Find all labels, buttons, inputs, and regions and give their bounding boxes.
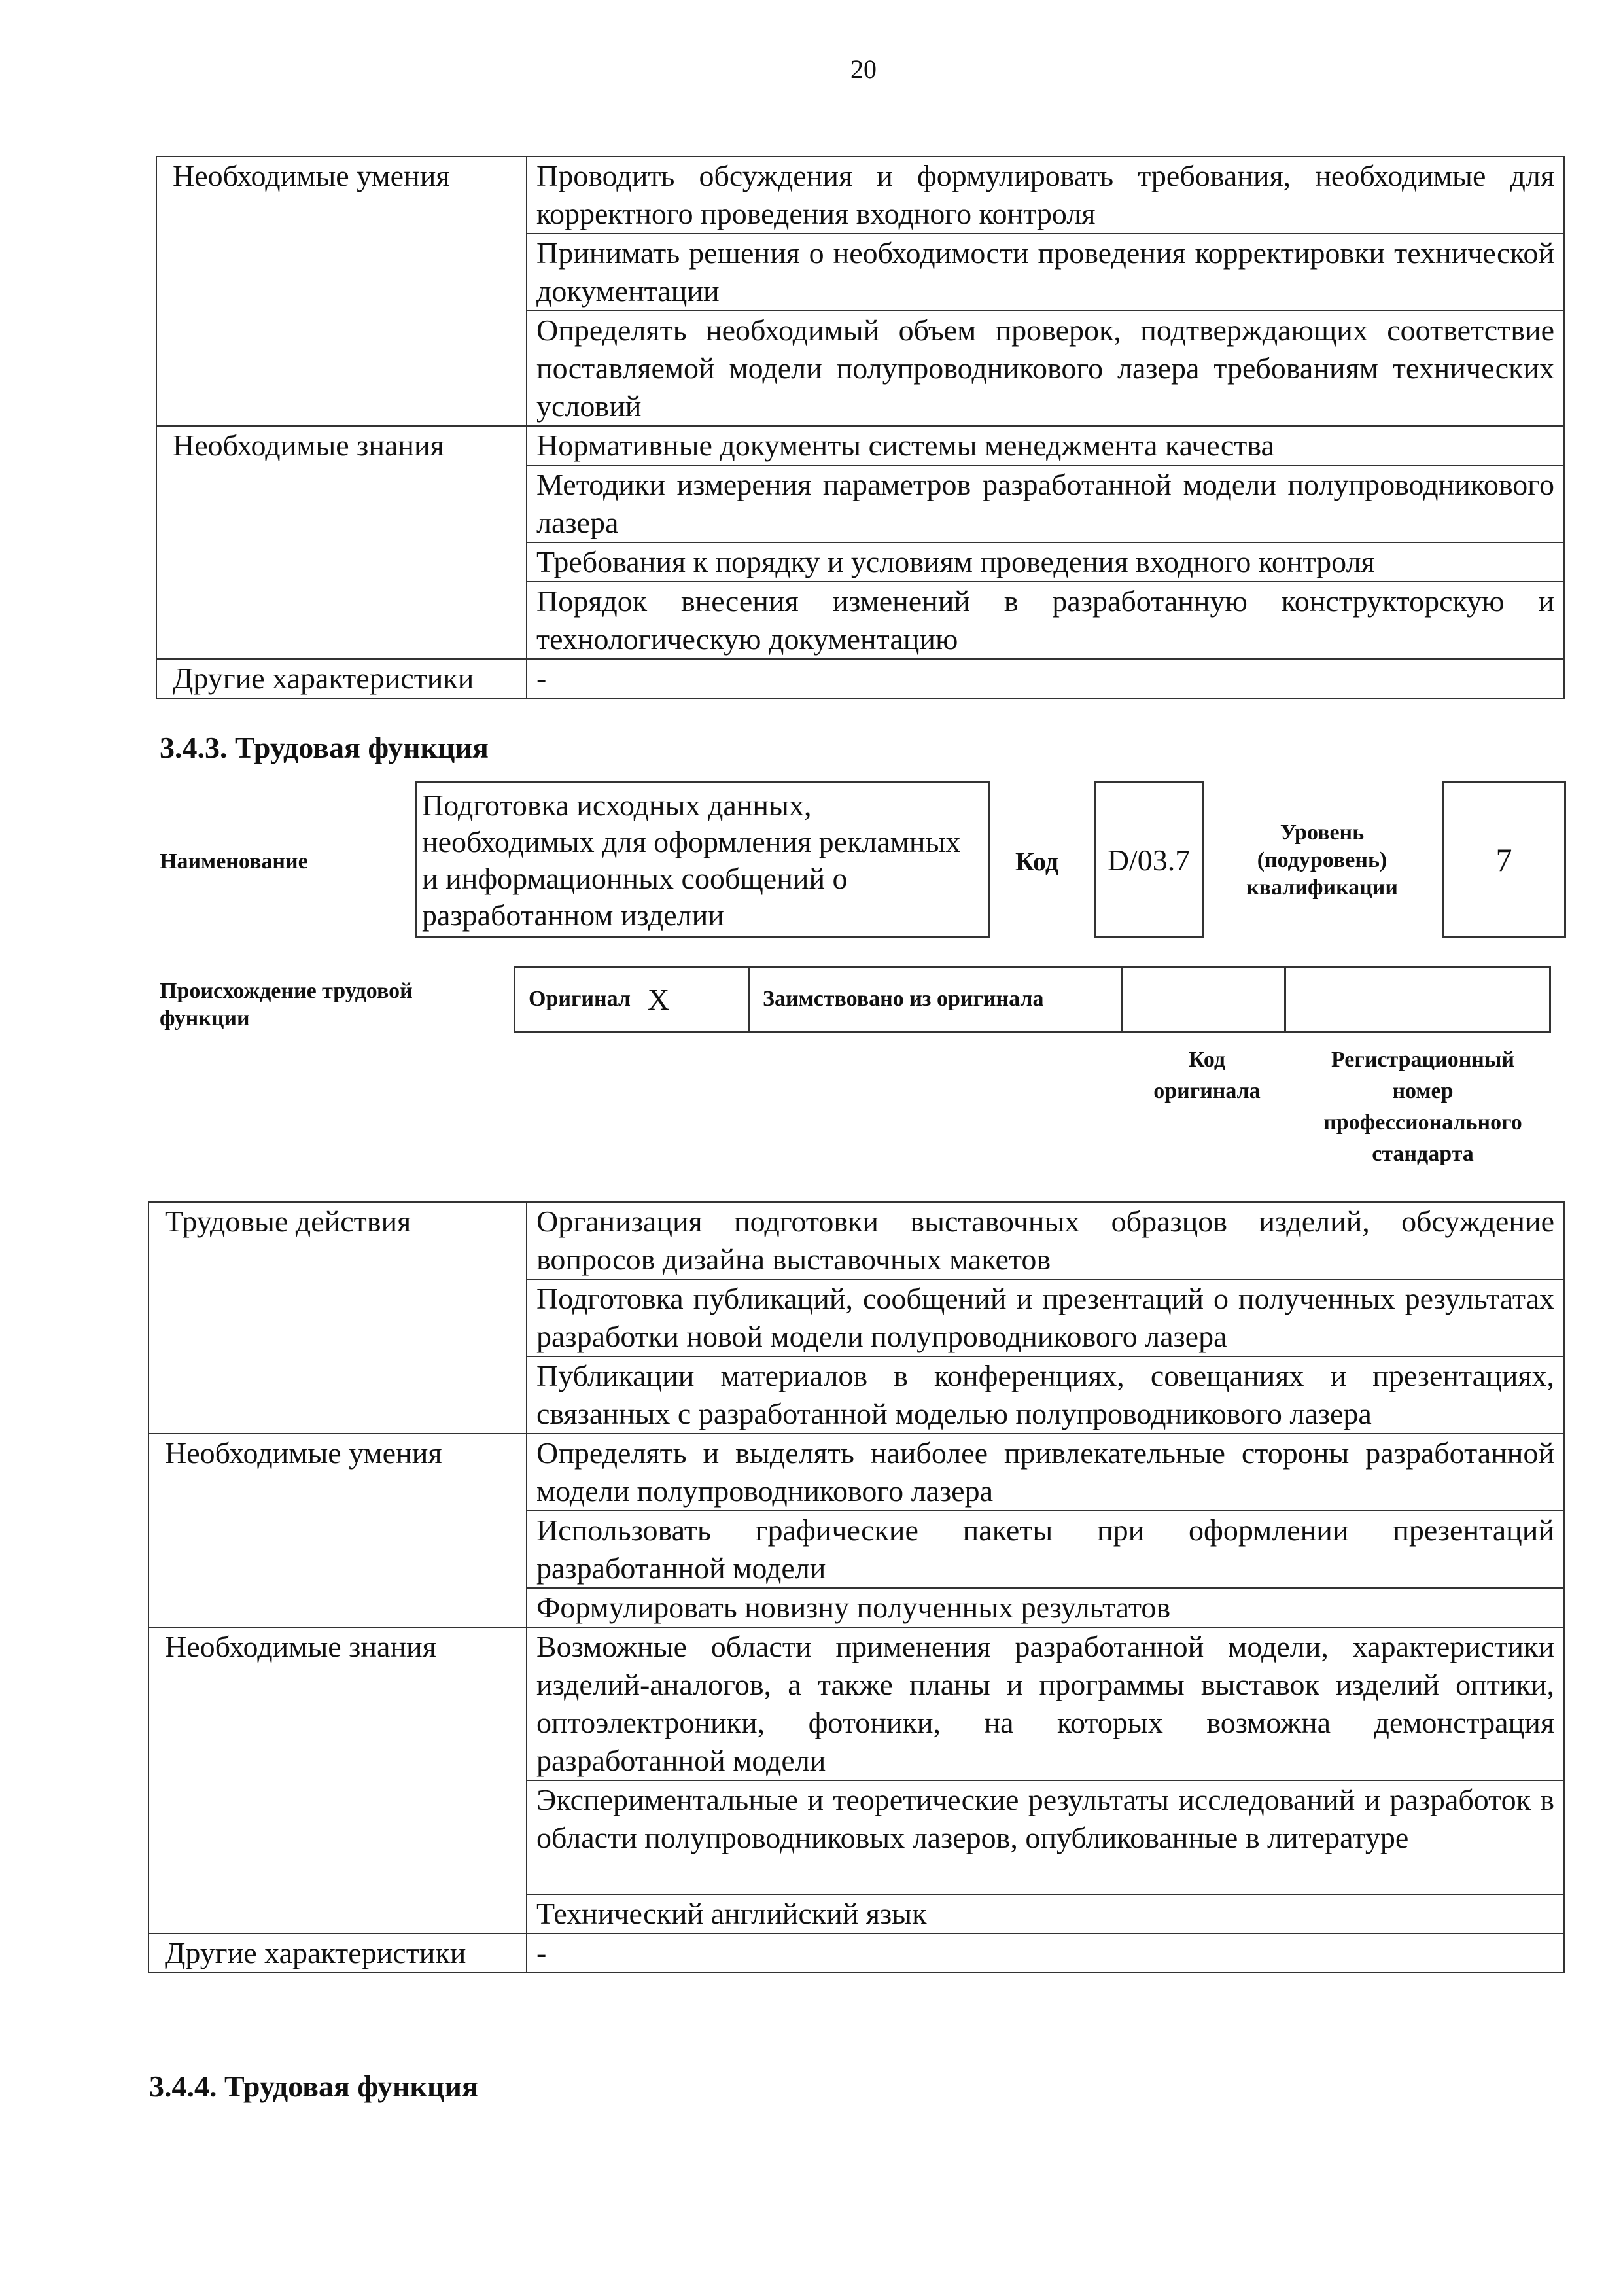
table-cell: Формулировать новизну полученных результатов	[527, 1588, 1564, 1627]
table-cell: Принимать решения о необходимости проведения корректировки технической документации	[527, 234, 1564, 311]
table-cell: Определять необходимый объем проверок, подтверждающих соответствие поставляемой модели полупроводникового лазера требованиям технических условий	[527, 311, 1564, 426]
table-cell: -	[527, 659, 1564, 698]
table-cell: Организация подготовки выставочных образцов изделий, обсуждение вопросов дизайна выставочных макетов	[527, 1202, 1564, 1279]
table-cell: Подготовка публикаций, сообщений и презентаций о полученных результатах разработки новой модели полупроводникового лазера	[527, 1279, 1564, 1356]
row-label: Необходимые умения	[156, 156, 527, 426]
table-cell: Порядок внесения изменений в разработанную конструкторскую и технологическую документацию	[527, 582, 1564, 659]
table-cell: Экспериментальные и теоретические результаты исследований и разработок в области полупроводниковых лазеров, опубликованные в литературе	[527, 1780, 1564, 1894]
table-cell: Возможные области применения разработанной модели, характеристики изделий-аналогов, а также планы и программы выставок изделий оптики, оптоэлектроники, фотоники, на которых возможна демонстрация разработанной модели	[527, 1627, 1564, 1780]
origin-row	[514, 966, 1551, 1033]
registration-number-caption: Регистрационный номер профессионального стандарта	[1323, 1048, 1522, 1166]
table-cell: Нормативные документы системы менеджмента качества	[527, 426, 1564, 465]
origin-borrowed-cell	[750, 968, 1123, 1031]
row-label: Необходимые умения	[148, 1434, 527, 1627]
table-row	[148, 1434, 1564, 1511]
row-label: Другие характеристики	[148, 1934, 527, 1973]
table-cell: Использовать графические пакеты при оформлении презентаций разработанной модели	[527, 1511, 1564, 1588]
level-label: Уровень (подуровень) квалификации	[1246, 821, 1398, 900]
table-row	[148, 1934, 1564, 1973]
table-row	[148, 1202, 1564, 1279]
level-value: 7	[1495, 841, 1512, 878]
table-row	[148, 1627, 1564, 1780]
section-heading: 3.4.4. Трудовая функция	[149, 2070, 478, 2103]
level-box	[1442, 781, 1566, 938]
table-cell: -	[527, 1934, 1564, 1973]
upper-table	[156, 156, 1565, 699]
origin-label: Происхождение трудовой функции	[160, 979, 413, 1031]
origin-original-label: Оригинал	[529, 987, 631, 1011]
name-label: Наименование	[160, 849, 308, 874]
origin-mark: X	[647, 982, 670, 1016]
lower-table	[148, 1201, 1565, 1973]
origin-borrowed-label: Заимствовано из оригинала	[763, 987, 1044, 1011]
table-row	[156, 659, 1564, 698]
origin-original-cell	[515, 968, 750, 1031]
section-heading: 3.4.3. Трудовая функция	[160, 731, 489, 764]
table-cell: Проводить обсуждения и формулировать требования, необходимые для корректного проведения входного контроля	[527, 156, 1564, 234]
row-label: Необходимые знания	[148, 1627, 527, 1934]
row-label: Другие характеристики	[156, 659, 527, 698]
table-row	[156, 426, 1564, 465]
page-number: 20	[850, 54, 877, 84]
code-box	[1094, 781, 1204, 938]
code-label: Код	[1015, 847, 1059, 876]
code-value: D/03.7	[1107, 843, 1191, 877]
table-cell: Методики измерения параметров разработанной модели полупроводникового лазера	[527, 465, 1564, 542]
origin-code-cell	[1123, 968, 1286, 1031]
table-cell: Определять и выделять наиболее привлекательные стороны разработанной модели полупроводникового лазера	[527, 1434, 1564, 1511]
table-row	[156, 156, 1564, 234]
row-label: Необходимые знания	[156, 426, 527, 659]
original-code-caption: Код оригинала	[1153, 1048, 1261, 1103]
function-name: Подготовка исходных данных, необходимых для оформления рекламных и информационных сообщений о разработанном изделии	[422, 788, 961, 932]
table-cell: Требования к порядку и условиям проведения входного контроля	[527, 542, 1564, 582]
origin-reg-cell	[1286, 968, 1549, 1031]
row-label: Трудовые действия	[148, 1202, 527, 1434]
table-cell: Публикации материалов в конференциях, совещаниях и презентациях, связанных с разработанной моделью полупроводникового лазера	[527, 1356, 1564, 1434]
table-cell: Технический английский язык	[527, 1894, 1564, 1934]
function-name-box	[415, 781, 990, 938]
